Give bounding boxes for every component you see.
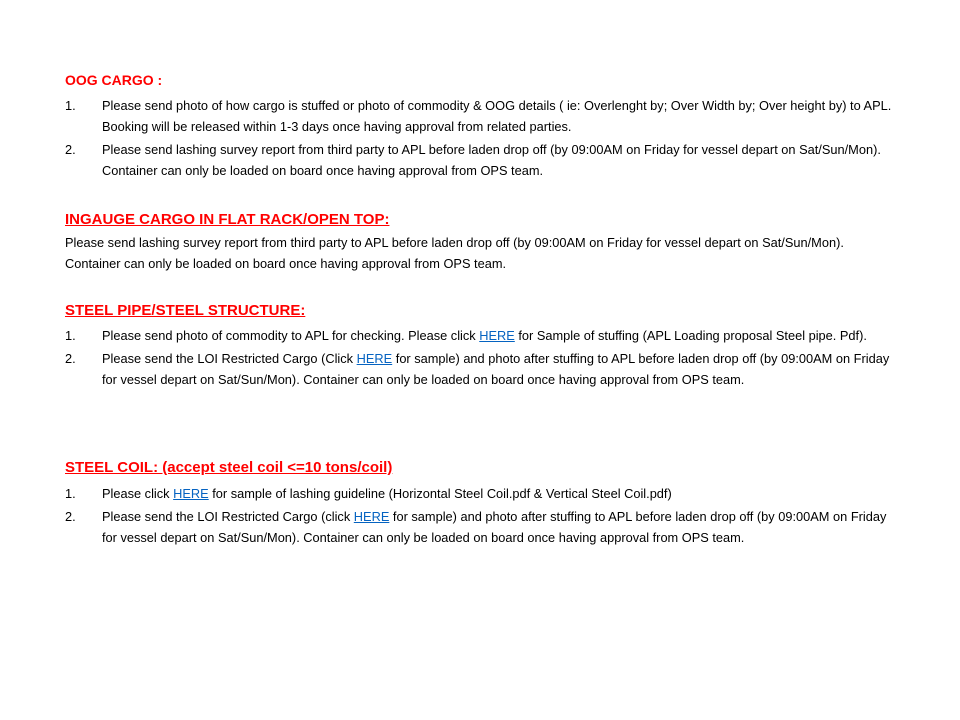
list-item-text-after: for Sample of stuffing (APL Loading proposal Steel pipe. Pdf). [514, 328, 867, 343]
list-item-text-after: for sample) and photo after stuffing to APL before laden drop off (by 09:00AM on Friday for vessel depart on Sat/Sun/Mon). Container can only be loaded on board once having approval from OPS team. [102, 351, 890, 387]
list-number: 1. [65, 98, 76, 113]
list-item [65, 506, 895, 548]
steel-pipe-heading: STEEL PIPE/STEEL STRUCTURE: [65, 302, 306, 319]
list-item-text-before: Please send the LOI Restricted Cargo (click [102, 509, 354, 524]
list-number: 2. [65, 351, 76, 366]
here-link-lashing-guideline[interactable]: HERE [173, 486, 209, 501]
steel-pipe-list [65, 325, 895, 392]
oog-cargo-heading: OOG CARGO : [65, 72, 163, 88]
ingauge-cargo-text: Please send lashing survey report from third party to APL before laden drop off (by 09:00AM on Friday for vessel depart on Sat/Sun/Mon). Container can only be loaded on board once having approval from OPS team. [65, 235, 844, 271]
list-item [65, 483, 895, 504]
list-item-text-before: Please send photo of commodity to APL for checking. Please click [102, 328, 480, 343]
list-item-text-after: for sample) and photo after stuffing to APL before laden drop off (by 09:00AM on Friday for vessel depart on Sat/Sun/Mon). Container can only be loaded on board once having approval from OPS team. [102, 509, 887, 545]
ingauge-cargo-heading: INGAUGE CARGO IN FLAT RACK/OPEN TOP: [65, 211, 390, 228]
here-link-loi-sample[interactable]: HERE [353, 509, 390, 524]
list-item-text: Please send photo of how cargo is stuffed or photo of commodity & OOG details ( ie: Overlenght by; Over Width by; Over height by) to APL. Booking will be released within 1-3 days once having approval from related parties. [102, 98, 892, 134]
list-number: 2. [65, 509, 76, 524]
list-number: 1. [65, 328, 76, 343]
here-link-loi-sample[interactable]: HERE [356, 351, 393, 366]
list-item-text: Please send lashing survey report from third party to APL before laden drop off (by 09:00AM on Friday for vessel depart on Sat/Sun/Mon). Container can only be loaded on board once having approval from OPS team. [102, 142, 881, 178]
list-item [65, 348, 895, 390]
list-item [65, 139, 895, 181]
list-number: 1. [65, 486, 76, 501]
steel-coil-heading: STEEL COIL: (accept steel coil <=10 tons/coil) [65, 459, 393, 476]
list-item [65, 325, 895, 346]
list-item-text-before: Please send the LOI Restricted Cargo (Click [102, 351, 357, 366]
oog-cargo-list [65, 95, 895, 183]
list-item [65, 95, 895, 137]
list-item-text-after: for sample of lashing guideline (Horizontal Steel Coil.pdf & Vertical Steel Coil.pdf) [208, 486, 672, 501]
list-number: 2. [65, 142, 76, 157]
here-link-loading-proposal[interactable]: HERE [479, 328, 515, 343]
steel-coil-list [65, 483, 895, 550]
list-item-text-before: Please click [102, 486, 174, 501]
